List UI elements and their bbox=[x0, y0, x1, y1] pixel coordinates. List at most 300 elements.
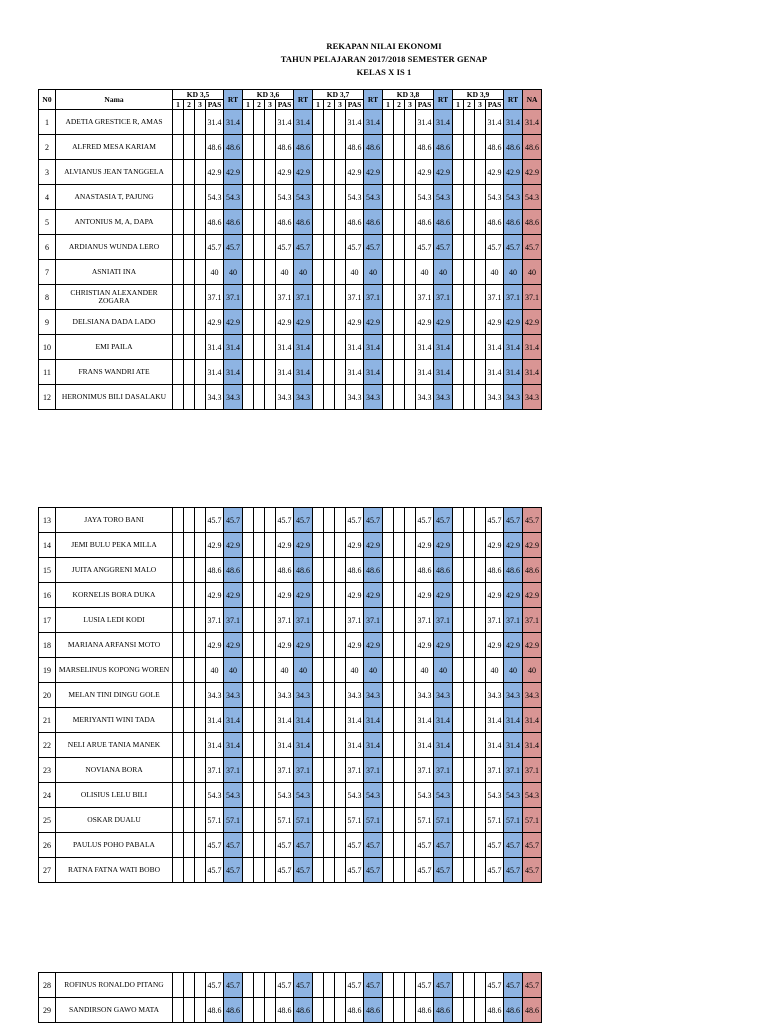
student-no: 29 bbox=[39, 998, 56, 1023]
score-cell-empty bbox=[324, 633, 335, 658]
score-cell-empty bbox=[335, 558, 346, 583]
pas-score: 45.7 bbox=[346, 858, 364, 883]
col-header-sub: 1 bbox=[173, 100, 184, 110]
pas-score: 34.3 bbox=[346, 683, 364, 708]
rt-score: 42.9 bbox=[434, 633, 453, 658]
score-cell-empty bbox=[324, 185, 335, 210]
student-name: MELAN TINI DINGU GOLE bbox=[56, 683, 173, 708]
pas-score: 40 bbox=[206, 260, 224, 285]
student-name: HERONIMUS BILI DASALAKU bbox=[56, 385, 173, 410]
score-cell-empty bbox=[335, 808, 346, 833]
rt-score: 54.3 bbox=[434, 185, 453, 210]
score-cell-empty bbox=[405, 708, 416, 733]
student-no: 9 bbox=[39, 310, 56, 335]
rt-score: 45.7 bbox=[224, 858, 243, 883]
pas-score: 42.9 bbox=[486, 533, 504, 558]
rt-score: 45.7 bbox=[434, 833, 453, 858]
rt-score: 37.1 bbox=[504, 758, 523, 783]
score-cell-empty bbox=[243, 858, 254, 883]
score-cell-empty bbox=[383, 310, 394, 335]
score-cell-empty bbox=[324, 833, 335, 858]
score-cell-empty bbox=[453, 633, 464, 658]
score-cell-empty bbox=[243, 185, 254, 210]
score-cell-empty bbox=[475, 833, 486, 858]
rt-score: 48.6 bbox=[294, 210, 313, 235]
score-cell-empty bbox=[464, 335, 475, 360]
pas-score: 45.7 bbox=[206, 833, 224, 858]
pas-score: 40 bbox=[276, 260, 294, 285]
na-score: 42.9 bbox=[523, 633, 542, 658]
score-cell-empty bbox=[405, 973, 416, 998]
pas-score: 40 bbox=[416, 260, 434, 285]
score-cell-empty bbox=[464, 135, 475, 160]
pas-score: 54.3 bbox=[276, 185, 294, 210]
pas-score: 42.9 bbox=[206, 533, 224, 558]
score-cell-empty bbox=[313, 260, 324, 285]
score-cell-empty bbox=[173, 210, 184, 235]
score-cell-empty bbox=[394, 360, 405, 385]
rt-score: 45.7 bbox=[294, 833, 313, 858]
student-name: MARIANA ARFANSI MOTO bbox=[56, 633, 173, 658]
rt-score: 40 bbox=[224, 658, 243, 683]
score-cell-empty bbox=[254, 135, 265, 160]
rt-score: 48.6 bbox=[294, 998, 313, 1023]
student-row bbox=[39, 185, 542, 210]
student-name: ARDIANUS WUNDA LERO bbox=[56, 235, 173, 260]
rt-score: 42.9 bbox=[294, 310, 313, 335]
score-cell-empty bbox=[394, 558, 405, 583]
pas-score: 45.7 bbox=[276, 858, 294, 883]
score-cell-empty bbox=[243, 733, 254, 758]
score-cell-empty bbox=[184, 210, 195, 235]
score-cell-empty bbox=[265, 235, 276, 260]
student-name: ASNIATI INA bbox=[56, 260, 173, 285]
score-cell-empty bbox=[394, 583, 405, 608]
na-score: 40 bbox=[523, 658, 542, 683]
score-cell-empty bbox=[254, 733, 265, 758]
score-cell-empty bbox=[453, 683, 464, 708]
rt-score: 45.7 bbox=[294, 235, 313, 260]
score-cell-empty bbox=[405, 335, 416, 360]
rt-score: 31.4 bbox=[294, 733, 313, 758]
score-cell-empty bbox=[335, 533, 346, 558]
score-cell-empty bbox=[173, 360, 184, 385]
score-cell-empty bbox=[324, 758, 335, 783]
col-header-kd: KD 3,7 bbox=[313, 90, 364, 100]
score-cell-empty bbox=[453, 708, 464, 733]
score-cell-empty bbox=[195, 658, 206, 683]
score-cell-empty bbox=[475, 783, 486, 808]
score-cell-empty bbox=[405, 285, 416, 310]
na-score: 48.6 bbox=[523, 998, 542, 1023]
student-name: NELI ARUE TANIA MANEK bbox=[56, 733, 173, 758]
rt-score: 45.7 bbox=[294, 858, 313, 883]
report-title: REKAPAN NILAI EKONOMI bbox=[326, 41, 442, 51]
score-cell-empty bbox=[335, 260, 346, 285]
rt-score: 54.3 bbox=[504, 185, 523, 210]
score-cell-empty bbox=[265, 110, 276, 135]
score-cell-empty bbox=[324, 260, 335, 285]
student-no: 24 bbox=[39, 783, 56, 808]
pas-score: 42.9 bbox=[276, 533, 294, 558]
score-cell-empty bbox=[313, 633, 324, 658]
pas-score: 54.3 bbox=[276, 783, 294, 808]
na-score: 54.3 bbox=[523, 185, 542, 210]
rt-score: 37.1 bbox=[364, 285, 383, 310]
student-no: 20 bbox=[39, 683, 56, 708]
pas-score: 42.9 bbox=[346, 583, 364, 608]
rt-score: 37.1 bbox=[504, 285, 523, 310]
score-cell-empty bbox=[195, 583, 206, 608]
score-cell-empty bbox=[313, 508, 324, 533]
student-name: OLISIUS LELU BILI bbox=[56, 783, 173, 808]
score-cell-empty bbox=[335, 360, 346, 385]
pas-score: 37.1 bbox=[206, 285, 224, 310]
rt-score: 48.6 bbox=[364, 998, 383, 1023]
score-cell-empty bbox=[324, 658, 335, 683]
student-row bbox=[39, 210, 542, 235]
score-cell-empty bbox=[313, 973, 324, 998]
score-cell-empty bbox=[394, 833, 405, 858]
grade-table-part-1 bbox=[38, 89, 542, 410]
score-cell-empty bbox=[453, 285, 464, 310]
score-cell-empty bbox=[195, 973, 206, 998]
score-cell-empty bbox=[195, 360, 206, 385]
score-cell-empty bbox=[265, 285, 276, 310]
rt-score: 34.3 bbox=[294, 683, 313, 708]
pas-score: 31.4 bbox=[276, 335, 294, 360]
rt-score: 42.9 bbox=[224, 583, 243, 608]
score-cell-empty bbox=[265, 385, 276, 410]
rt-score: 45.7 bbox=[504, 858, 523, 883]
pas-score: 45.7 bbox=[416, 973, 434, 998]
na-score: 42.9 bbox=[523, 533, 542, 558]
score-cell-empty bbox=[335, 335, 346, 360]
score-cell-empty bbox=[265, 508, 276, 533]
pas-score: 48.6 bbox=[206, 998, 224, 1023]
na-score: 31.4 bbox=[523, 708, 542, 733]
score-cell-empty bbox=[184, 998, 195, 1023]
score-cell-empty bbox=[254, 633, 265, 658]
rt-score: 42.9 bbox=[504, 160, 523, 185]
score-cell-empty bbox=[195, 135, 206, 160]
score-cell-empty bbox=[243, 608, 254, 633]
pas-score: 31.4 bbox=[486, 733, 504, 758]
score-cell-empty bbox=[324, 335, 335, 360]
score-cell-empty bbox=[243, 385, 254, 410]
score-cell-empty bbox=[173, 708, 184, 733]
score-cell-empty bbox=[184, 135, 195, 160]
rt-score: 31.4 bbox=[504, 708, 523, 733]
score-cell-empty bbox=[324, 683, 335, 708]
score-cell-empty bbox=[313, 733, 324, 758]
student-row bbox=[39, 583, 542, 608]
score-cell-empty bbox=[195, 508, 206, 533]
score-cell-empty bbox=[383, 533, 394, 558]
score-cell-empty bbox=[324, 708, 335, 733]
student-no: 14 bbox=[39, 533, 56, 558]
score-cell-empty bbox=[254, 508, 265, 533]
score-cell-empty bbox=[475, 998, 486, 1023]
na-score: 40 bbox=[523, 260, 542, 285]
score-cell-empty bbox=[184, 808, 195, 833]
student-no: 19 bbox=[39, 658, 56, 683]
score-cell-empty bbox=[335, 185, 346, 210]
pas-score: 34.3 bbox=[416, 385, 434, 410]
score-cell-empty bbox=[394, 658, 405, 683]
score-cell-empty bbox=[335, 608, 346, 633]
rt-score: 31.4 bbox=[364, 360, 383, 385]
pas-score: 54.3 bbox=[416, 783, 434, 808]
pas-score: 48.6 bbox=[276, 558, 294, 583]
score-cell-empty bbox=[243, 235, 254, 260]
score-cell-empty bbox=[335, 633, 346, 658]
score-cell-empty bbox=[184, 260, 195, 285]
rt-score: 54.3 bbox=[434, 783, 453, 808]
score-cell-empty bbox=[405, 160, 416, 185]
score-cell-empty bbox=[453, 658, 464, 683]
rt-score: 57.1 bbox=[294, 808, 313, 833]
pas-score: 42.9 bbox=[206, 160, 224, 185]
student-row bbox=[39, 783, 542, 808]
score-cell-empty bbox=[464, 858, 475, 883]
score-cell-empty bbox=[475, 583, 486, 608]
rt-score: 37.1 bbox=[224, 285, 243, 310]
na-score: 48.6 bbox=[523, 135, 542, 160]
score-cell-empty bbox=[475, 110, 486, 135]
score-cell-empty bbox=[265, 135, 276, 160]
col-header-kd: KD 3,5 bbox=[173, 90, 224, 100]
score-cell-empty bbox=[394, 335, 405, 360]
score-cell-empty bbox=[265, 260, 276, 285]
score-cell-empty bbox=[173, 683, 184, 708]
pas-score: 31.4 bbox=[416, 335, 434, 360]
score-cell-empty bbox=[383, 110, 394, 135]
student-row bbox=[39, 235, 542, 260]
score-cell-empty bbox=[475, 135, 486, 160]
score-cell-empty bbox=[405, 808, 416, 833]
score-cell-empty bbox=[184, 285, 195, 310]
score-cell-empty bbox=[383, 235, 394, 260]
score-cell-empty bbox=[313, 533, 324, 558]
score-cell-empty bbox=[254, 110, 265, 135]
score-cell-empty bbox=[265, 658, 276, 683]
score-cell-empty bbox=[335, 135, 346, 160]
pas-score: 42.9 bbox=[276, 160, 294, 185]
score-cell-empty bbox=[254, 235, 265, 260]
na-score: 42.9 bbox=[523, 583, 542, 608]
score-cell-empty bbox=[383, 708, 394, 733]
score-cell-empty bbox=[464, 833, 475, 858]
score-cell-empty bbox=[335, 385, 346, 410]
na-score: 54.3 bbox=[523, 783, 542, 808]
score-cell-empty bbox=[453, 360, 464, 385]
student-name: ALFRED MESA KARIAM bbox=[56, 135, 173, 160]
pas-score: 42.9 bbox=[416, 160, 434, 185]
pas-score: 31.4 bbox=[416, 360, 434, 385]
rt-score: 37.1 bbox=[294, 285, 313, 310]
pas-score: 45.7 bbox=[416, 858, 434, 883]
score-cell-empty bbox=[173, 160, 184, 185]
rt-score: 57.1 bbox=[364, 808, 383, 833]
score-cell-empty bbox=[195, 758, 206, 783]
pas-score: 31.4 bbox=[416, 733, 434, 758]
score-cell-empty bbox=[324, 385, 335, 410]
student-name: JUITA ANGGRENI MALO bbox=[56, 558, 173, 583]
score-cell-empty bbox=[243, 285, 254, 310]
rt-score: 37.1 bbox=[504, 608, 523, 633]
score-cell-empty bbox=[405, 533, 416, 558]
score-cell-empty bbox=[383, 758, 394, 783]
score-cell-empty bbox=[313, 310, 324, 335]
na-score: 42.9 bbox=[523, 160, 542, 185]
score-cell-empty bbox=[405, 385, 416, 410]
student-no: 3 bbox=[39, 160, 56, 185]
score-cell-empty bbox=[475, 360, 486, 385]
score-cell-empty bbox=[394, 973, 405, 998]
score-cell-empty bbox=[265, 210, 276, 235]
pas-score: 34.3 bbox=[276, 683, 294, 708]
col-header-rt: RT bbox=[294, 90, 313, 110]
rt-score: 42.9 bbox=[504, 633, 523, 658]
score-cell-empty bbox=[265, 808, 276, 833]
rt-score: 42.9 bbox=[364, 633, 383, 658]
student-name: JEMI BULU PEKA MILLA bbox=[56, 533, 173, 558]
score-cell-empty bbox=[195, 858, 206, 883]
score-cell-empty bbox=[313, 758, 324, 783]
score-cell-empty bbox=[453, 783, 464, 808]
pas-score: 37.1 bbox=[276, 608, 294, 633]
score-cell-empty bbox=[173, 185, 184, 210]
col-header-sub: 2 bbox=[394, 100, 405, 110]
rt-score: 34.3 bbox=[504, 683, 523, 708]
score-cell-empty bbox=[254, 683, 265, 708]
score-cell-empty bbox=[453, 185, 464, 210]
score-cell-empty bbox=[335, 833, 346, 858]
score-cell-empty bbox=[324, 533, 335, 558]
score-cell-empty bbox=[405, 758, 416, 783]
col-header-rt: RT bbox=[224, 90, 243, 110]
score-cell-empty bbox=[405, 658, 416, 683]
rt-score: 40 bbox=[364, 658, 383, 683]
score-cell-empty bbox=[254, 583, 265, 608]
score-cell-empty bbox=[383, 335, 394, 360]
pas-score: 37.1 bbox=[276, 285, 294, 310]
pas-score: 45.7 bbox=[486, 235, 504, 260]
student-no: 10 bbox=[39, 335, 56, 360]
score-cell-empty bbox=[405, 833, 416, 858]
score-cell-empty bbox=[243, 558, 254, 583]
student-row bbox=[39, 733, 542, 758]
pas-score: 45.7 bbox=[276, 508, 294, 533]
rt-score: 42.9 bbox=[294, 583, 313, 608]
rt-score: 42.9 bbox=[294, 633, 313, 658]
score-cell-empty bbox=[313, 235, 324, 260]
na-score: 31.4 bbox=[523, 110, 542, 135]
na-score: 37.1 bbox=[523, 758, 542, 783]
score-cell-empty bbox=[313, 558, 324, 583]
score-cell-empty bbox=[173, 235, 184, 260]
score-cell-empty bbox=[383, 583, 394, 608]
score-cell-empty bbox=[394, 185, 405, 210]
pas-score: 42.9 bbox=[416, 633, 434, 658]
pas-score: 54.3 bbox=[346, 185, 364, 210]
score-cell-empty bbox=[184, 708, 195, 733]
score-cell-empty bbox=[184, 858, 195, 883]
pas-score: 31.4 bbox=[276, 360, 294, 385]
score-cell-empty bbox=[453, 558, 464, 583]
score-cell-empty bbox=[394, 110, 405, 135]
score-cell-empty bbox=[313, 998, 324, 1023]
rt-score: 34.3 bbox=[434, 385, 453, 410]
rt-score: 45.7 bbox=[364, 833, 383, 858]
score-cell-empty bbox=[313, 833, 324, 858]
score-cell-empty bbox=[184, 608, 195, 633]
score-cell-empty bbox=[195, 833, 206, 858]
score-cell-empty bbox=[184, 658, 195, 683]
score-cell-empty bbox=[265, 633, 276, 658]
rt-score: 45.7 bbox=[364, 973, 383, 998]
rt-score: 31.4 bbox=[224, 110, 243, 135]
col-header-sub: 3 bbox=[475, 100, 486, 110]
pas-score: 37.1 bbox=[346, 758, 364, 783]
score-cell-empty bbox=[475, 608, 486, 633]
score-cell-empty bbox=[405, 360, 416, 385]
rt-score: 48.6 bbox=[434, 135, 453, 160]
rt-score: 42.9 bbox=[504, 533, 523, 558]
rt-score: 48.6 bbox=[504, 998, 523, 1023]
score-cell-empty bbox=[243, 808, 254, 833]
pas-score: 37.1 bbox=[206, 758, 224, 783]
pas-score: 31.4 bbox=[206, 110, 224, 135]
col-header-sub: PAS bbox=[206, 100, 224, 110]
score-cell-empty bbox=[265, 783, 276, 808]
grade-table-part-2 bbox=[38, 507, 542, 883]
rt-score: 42.9 bbox=[364, 160, 383, 185]
col-header-sub: 3 bbox=[335, 100, 346, 110]
pas-score: 48.6 bbox=[276, 135, 294, 160]
pas-score: 48.6 bbox=[416, 210, 434, 235]
rt-score: 37.1 bbox=[434, 758, 453, 783]
col-header-rt: RT bbox=[434, 90, 453, 110]
student-row bbox=[39, 360, 542, 385]
pas-score: 48.6 bbox=[206, 135, 224, 160]
rt-score: 37.1 bbox=[364, 758, 383, 783]
score-cell-empty bbox=[254, 160, 265, 185]
na-score: 45.7 bbox=[523, 858, 542, 883]
score-cell-empty bbox=[394, 998, 405, 1023]
student-name: EMI PAILA bbox=[56, 335, 173, 360]
student-no: 23 bbox=[39, 758, 56, 783]
col-header-sub: 1 bbox=[313, 100, 324, 110]
score-cell-empty bbox=[394, 758, 405, 783]
pas-score: 37.1 bbox=[416, 285, 434, 310]
score-cell-empty bbox=[184, 310, 195, 335]
score-cell-empty bbox=[464, 110, 475, 135]
score-cell-empty bbox=[475, 335, 486, 360]
score-cell-empty bbox=[254, 185, 265, 210]
rt-score: 45.7 bbox=[364, 508, 383, 533]
score-cell-empty bbox=[335, 858, 346, 883]
score-cell-empty bbox=[324, 558, 335, 583]
pas-score: 42.9 bbox=[346, 633, 364, 658]
pas-score: 42.9 bbox=[416, 583, 434, 608]
pas-score: 45.7 bbox=[486, 858, 504, 883]
score-cell-empty bbox=[313, 285, 324, 310]
score-cell-empty bbox=[475, 385, 486, 410]
score-cell-empty bbox=[265, 583, 276, 608]
score-cell-empty bbox=[464, 310, 475, 335]
